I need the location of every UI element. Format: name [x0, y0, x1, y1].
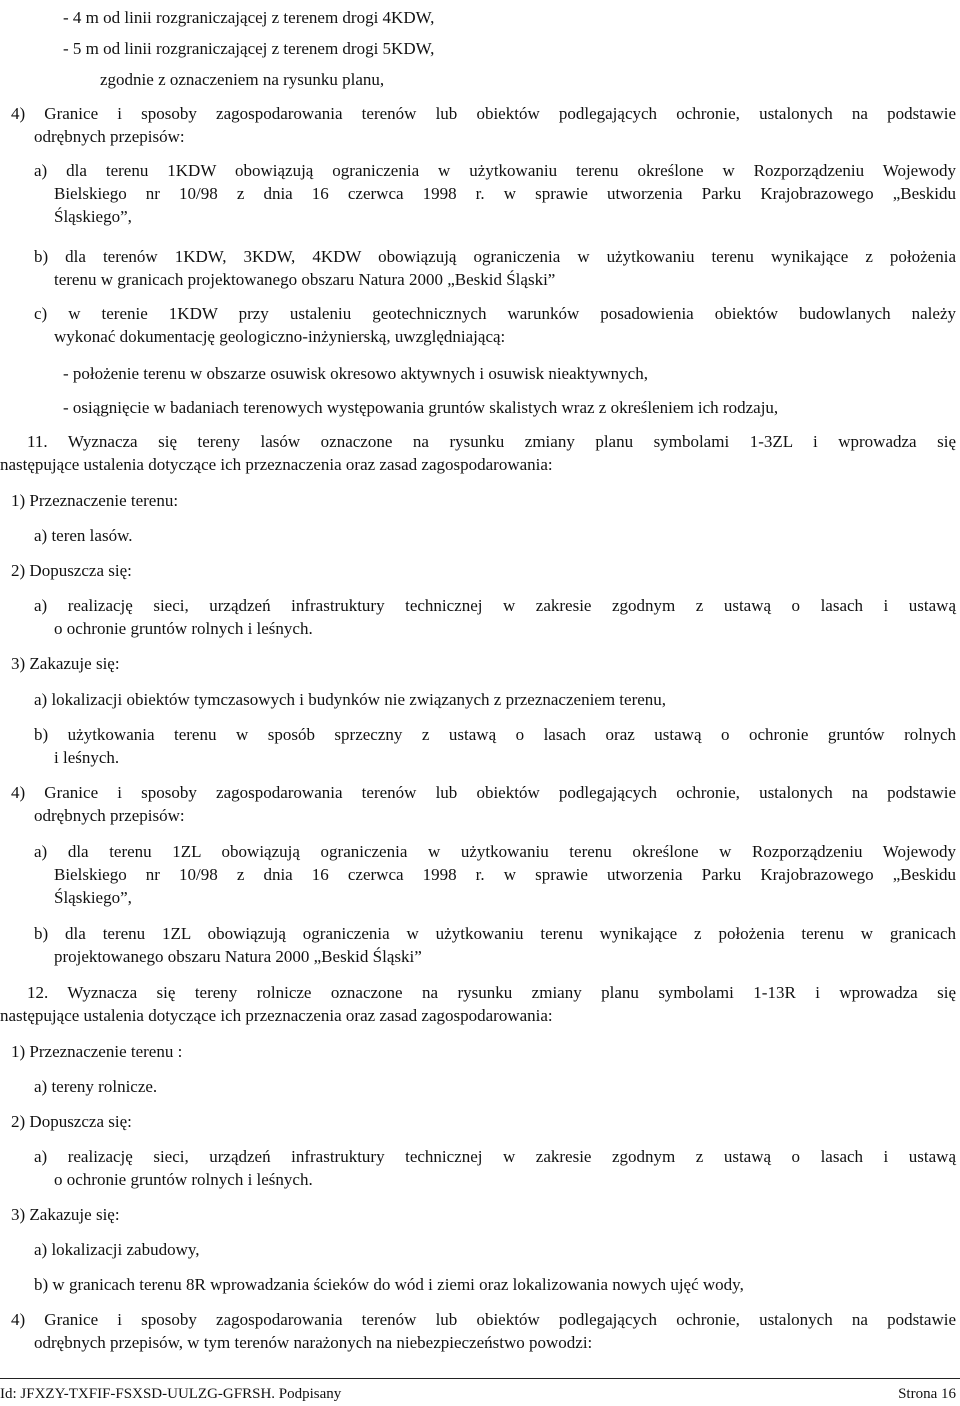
text-line: 1) Przeznaczenie terenu: — [11, 491, 179, 510]
text-line: odrębnych przepisów: — [34, 806, 185, 825]
paragraph-line: b) użytkowania terenu w sposób sprzeczny z ustawą o lasach oraz ustawą o ochronie gruntów rolnych — [34, 725, 956, 744]
text-line: wykonać dokumentację geologiczno-inżynierską, uwzględniającą: — [54, 327, 506, 346]
text-line: a) teren lasów. — [34, 526, 133, 545]
text-line: a) tereny rolnicze. — [34, 1077, 158, 1096]
text-line: projektowanego obszaru Natura 2000 „Beskid Śląski” — [54, 947, 422, 966]
text-line: Śląskiego”, — [54, 888, 132, 907]
text-line: b) w granicach terenu 8R wprowadzania ścieków do wód i ziemi oraz lokalizowania nowych ujęć wody, — [34, 1275, 744, 1294]
text-line: o ochronie gruntów rolnych i leśnych. — [54, 1170, 313, 1189]
text-line: następujące ustalenia dotyczące ich przeznaczenia oraz zasad zagospodarowania: — [0, 1006, 553, 1025]
text-line: odrębnych przepisów, w tym terenów narażonych na niebezpieczeństwo powodzi: — [34, 1333, 593, 1352]
paragraph-line: b) dla terenu 1ZL obowiązują ograniczenia w użytkowaniu terenu wynikające z położenia terenu w granicach — [34, 924, 956, 943]
text-line: a) lokalizacji obiektów tymczasowych i budynków nie związanych z przeznaczeniem terenu, — [34, 690, 667, 709]
section-heading-line: 11. Wyznacza się tereny lasów oznaczone na rysunku zmiany planu symbolami 1-3ZL i wprowadza się — [27, 432, 956, 451]
text-line: zgodnie z oznaczeniem na rysunku planu, — [100, 70, 385, 89]
text-line: następujące ustalenia dotyczące ich przeznaczenia oraz zasad zagospodarowania: — [0, 455, 553, 474]
paragraph-line: Bielskiego nr 10/98 z dnia 16 czerwca 1998 r. w sprawie utworzenia Parku Krajobrazowego „Beskidu — [54, 865, 956, 884]
text-line: - 5 m od linii rozgraniczającej z terenem drogi 5KDW, — [63, 39, 435, 58]
paragraph-line: a) dla terenu 1ZL obowiązują ograniczenia w użytkowaniu terenu określone w Rozporządzeniu Wojewody — [34, 842, 956, 861]
text-line: terenu w granicach projektowanego obszaru Natura 2000 „Beskid Śląski” — [54, 270, 556, 289]
text-line: i leśnych. — [54, 748, 120, 767]
text-line: 2) Dopuszcza się: — [11, 561, 132, 580]
text-line: Śląskiego”, — [54, 207, 132, 226]
text-line: - osiągnięcie w badaniach terenowych występowania gruntów skalistych wraz z określeniem ich rodzaju, — [63, 398, 779, 417]
document-id: Id: JFXZY-TXFIF-FSXSD-UULZG-GFRSH. Podpisany — [0, 1386, 342, 1402]
paragraph-line: 4) Granice i sposoby zagospodarowania terenów lub obiektów podlegających ochronie, ustalonych na podstawie — [11, 783, 956, 802]
text-line: 3) Zakazuje się: — [11, 1205, 120, 1224]
footer-divider — [0, 1378, 960, 1379]
paragraph-line: c) w terenie 1KDW przy ustaleniu geotechnicznych warunków posadowienia obiektów budowlanych należy — [34, 304, 956, 323]
text-line: 3) Zakazuje się: — [11, 654, 120, 673]
text-line: a) lokalizacji zabudowy, — [34, 1240, 200, 1259]
paragraph-line: a) realizację sieci, urządzeń infrastruktury technicznej w zakresie zgodnym z ustawą o lasach i ustawą — [34, 596, 956, 615]
section-heading-line: 12. Wyznacza się tereny rolnicze oznaczone na rysunku zmiany planu symbolami 1-13R i wprowadza się — [27, 983, 956, 1002]
paragraph-line: b) dla terenów 1KDW, 3KDW, 4KDW obowiązują ograniczenia w użytkowaniu terenu wynikające z położenia — [34, 247, 956, 266]
page-number: Strona 16 — [898, 1386, 956, 1402]
text-line: - położenie terenu w obszarze osuwisk okresowo aktywnych i osuwisk nieaktywnych, — [63, 364, 648, 383]
text-line: 2) Dopuszcza się: — [11, 1112, 132, 1131]
paragraph-line: 4) Granice i sposoby zagospodarowania terenów lub obiektów podlegających ochronie, ustalonych na podstawie — [11, 104, 956, 123]
text-line: 1) Przeznaczenie terenu : — [11, 1042, 183, 1061]
text-line: o ochronie gruntów rolnych i leśnych. — [54, 619, 313, 638]
paragraph-line: a) realizację sieci, urządzeń infrastruktury technicznej w zakresie zgodnym z ustawą o lasach i ustawą — [34, 1147, 956, 1166]
text-line: - 4 m od linii rozgraniczającej z terenem drogi 4KDW, — [63, 8, 435, 27]
text-line: odrębnych przepisów: — [34, 127, 185, 146]
paragraph-line: Bielskiego nr 10/98 z dnia 16 czerwca 1998 r. w sprawie utworzenia Parku Krajobrazowego „Beskidu — [54, 184, 956, 203]
paragraph-line: 4) Granice i sposoby zagospodarowania terenów lub obiektów podlegających ochronie, ustalonych na podstawie — [11, 1310, 956, 1329]
paragraph-line: a) dla terenu 1KDW obowiązują ograniczenia w użytkowaniu terenu określone w Rozporządzeniu Wojewody — [34, 161, 956, 180]
